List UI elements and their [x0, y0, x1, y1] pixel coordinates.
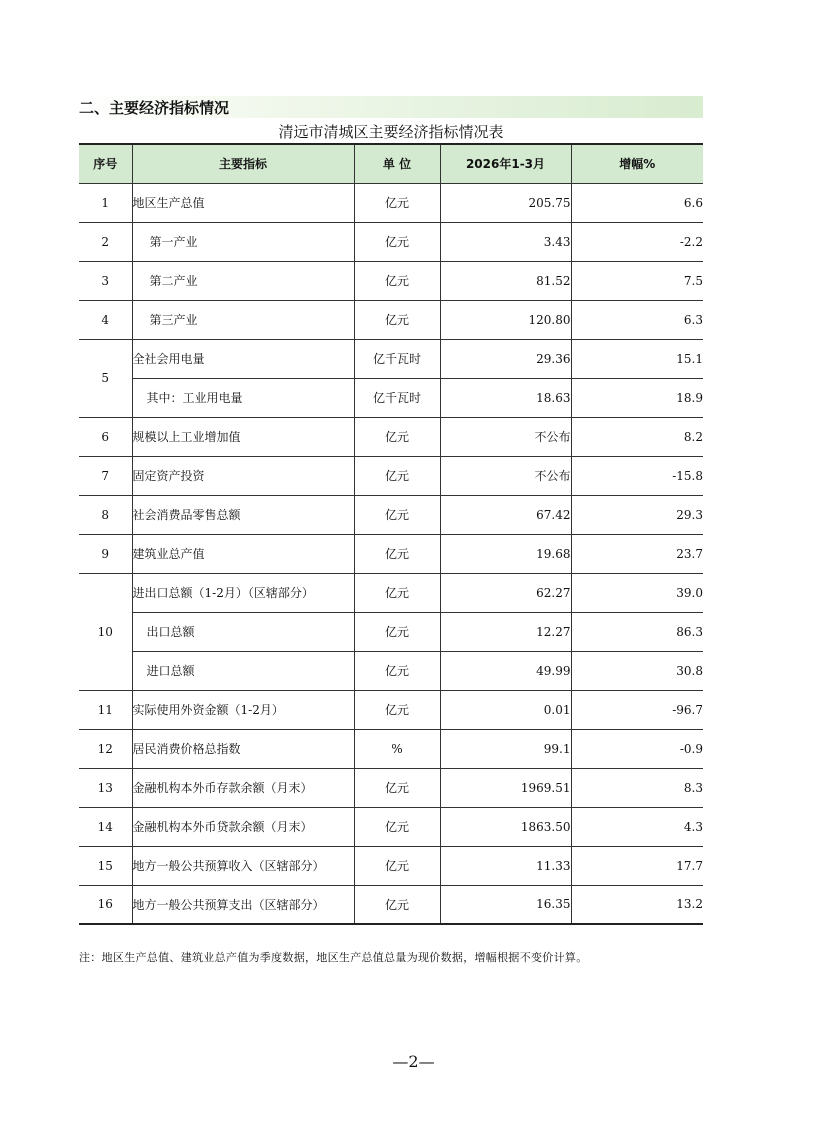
row-value: 18.63	[440, 378, 571, 417]
table-row	[79, 885, 703, 924]
row-value: 67.42	[440, 495, 571, 534]
row-value: 99.1	[440, 729, 571, 768]
table-row	[79, 690, 703, 729]
row-no: 1	[79, 183, 132, 222]
row-value: 12.27	[440, 612, 571, 651]
row-no: 3	[79, 261, 132, 300]
row-indicator: 实际使用外资金额（1-2月）	[132, 690, 354, 729]
row-indicator: 其中：工业用电量	[132, 378, 354, 417]
row-unit: 亿元	[354, 222, 440, 261]
row-unit: 亿元	[354, 651, 440, 690]
row-indicator: 地区生产总值	[132, 183, 354, 222]
row-value: 62.27	[440, 573, 571, 612]
row-growth: 86.3	[571, 612, 703, 651]
row-unit: 亿元	[354, 768, 440, 807]
row-unit: 亿元	[354, 885, 440, 924]
row-unit: 亿千瓦时	[354, 378, 440, 417]
row-no: 15	[79, 846, 132, 885]
page-number: —2—	[392, 1052, 435, 1071]
row-growth: 13.2	[571, 885, 703, 924]
row-unit: 亿元	[354, 573, 440, 612]
row-indicator: 建筑业总产值	[132, 534, 354, 573]
row-value: 19.68	[440, 534, 571, 573]
row-no: 7	[79, 456, 132, 495]
row-unit: 亿元	[354, 846, 440, 885]
row-growth: 30.8	[571, 651, 703, 690]
row-indicator: 规模以上工业增加值	[132, 417, 354, 456]
table-row	[79, 183, 703, 222]
table-row	[79, 495, 703, 534]
row-unit: 亿元	[354, 183, 440, 222]
row-unit: 亿元	[354, 300, 440, 339]
row-growth: 8.3	[571, 768, 703, 807]
row-unit: 亿元	[354, 612, 440, 651]
row-value: 205.75	[440, 183, 571, 222]
row-growth: 8.2	[571, 417, 703, 456]
row-no: 16	[79, 885, 132, 924]
table-row	[79, 612, 703, 651]
row-value: 1863.50	[440, 807, 571, 846]
table-row	[79, 300, 703, 339]
row-growth: -2.2	[571, 222, 703, 261]
header-unit: 单 位	[354, 144, 440, 183]
header-indicator: 主要指标	[132, 144, 354, 183]
row-growth: 17.7	[571, 846, 703, 885]
table-row	[79, 456, 703, 495]
row-no: 6	[79, 417, 132, 456]
row-growth: 18.9	[571, 378, 703, 417]
row-indicator: 居民消费价格总指数	[132, 729, 354, 768]
table-footnote: 注：地区生产总值、建筑业总产值为季度数据，地区生产总值总量为现价数据，增幅根据不变价计算。	[79, 951, 588, 964]
row-growth: 4.3	[571, 807, 703, 846]
row-indicator: 地方一般公共预算支出（区辖部分）	[132, 885, 354, 924]
row-indicator: 全社会用电量	[132, 339, 354, 378]
row-no: 9	[79, 534, 132, 573]
row-unit: 亿元	[354, 261, 440, 300]
row-no: 12	[79, 729, 132, 768]
table-row	[79, 768, 703, 807]
row-growth: -96.7	[571, 690, 703, 729]
table-title: 清远市清城区主要经济指标情况表	[278, 123, 504, 141]
row-indicator: 金融机构本外币存款余额（月末）	[132, 768, 354, 807]
row-no: 4	[79, 300, 132, 339]
row-value: 0.01	[440, 690, 571, 729]
row-indicator: 金融机构本外币贷款余额（月末）	[132, 807, 354, 846]
row-indicator: 进口总额	[132, 651, 354, 690]
header-growth: 增幅%	[571, 144, 703, 183]
row-indicator: 地方一般公共预算收入（区辖部分）	[132, 846, 354, 885]
table-row	[79, 261, 703, 300]
row-no: 11	[79, 690, 132, 729]
row-indicator: 出口总额	[132, 612, 354, 651]
row-value: 不公布	[440, 456, 571, 495]
row-growth: 6.3	[571, 300, 703, 339]
row-unit: 亿元	[354, 690, 440, 729]
table-row	[79, 339, 703, 378]
table-row	[79, 846, 703, 885]
row-no: 2	[79, 222, 132, 261]
row-value: 3.43	[440, 222, 571, 261]
indicators-table	[79, 143, 703, 925]
row-unit: 亿元	[354, 807, 440, 846]
row-growth: 7.5	[571, 261, 703, 300]
row-unit: 亿元	[354, 456, 440, 495]
row-value: 81.52	[440, 261, 571, 300]
table-row	[79, 573, 703, 612]
row-unit: 亿元	[354, 495, 440, 534]
row-indicator: 社会消费品零售总额	[132, 495, 354, 534]
row-growth: 23.7	[571, 534, 703, 573]
table-row	[79, 378, 703, 417]
row-no: 10	[79, 573, 132, 690]
row-value: 1969.51	[440, 768, 571, 807]
row-no: 13	[79, 768, 132, 807]
header-period: 2026年1-3月	[440, 144, 571, 183]
row-growth: 6.6	[571, 183, 703, 222]
row-unit: %	[354, 729, 440, 768]
row-value: 16.35	[440, 885, 571, 924]
row-indicator: 第二产业	[132, 261, 354, 300]
row-growth: -15.8	[571, 456, 703, 495]
table-header-row	[79, 144, 703, 183]
row-value: 11.33	[440, 846, 571, 885]
header-no: 序号	[79, 144, 132, 183]
row-growth: 39.0	[571, 573, 703, 612]
row-value: 49.99	[440, 651, 571, 690]
table-row	[79, 417, 703, 456]
table-row	[79, 534, 703, 573]
row-indicator: 第一产业	[132, 222, 354, 261]
row-value: 29.36	[440, 339, 571, 378]
row-growth: 29.3	[571, 495, 703, 534]
row-no: 14	[79, 807, 132, 846]
row-unit: 亿元	[354, 417, 440, 456]
row-unit: 亿千瓦时	[354, 339, 440, 378]
row-indicator: 固定资产投资	[132, 456, 354, 495]
row-growth: -0.9	[571, 729, 703, 768]
row-no: 5	[79, 339, 132, 417]
row-indicator: 第三产业	[132, 300, 354, 339]
table-row	[79, 807, 703, 846]
table-row	[79, 729, 703, 768]
table-row	[79, 651, 703, 690]
row-value: 不公布	[440, 417, 571, 456]
section-heading-text: 二、主要经济指标情况	[79, 99, 230, 117]
row-indicator: 进出口总额（1-2月）（区辖部分）	[132, 573, 354, 612]
table-row	[79, 222, 703, 261]
section-heading	[79, 96, 703, 118]
row-unit: 亿元	[354, 534, 440, 573]
row-value: 120.80	[440, 300, 571, 339]
row-no: 8	[79, 495, 132, 534]
row-growth: 15.1	[571, 339, 703, 378]
